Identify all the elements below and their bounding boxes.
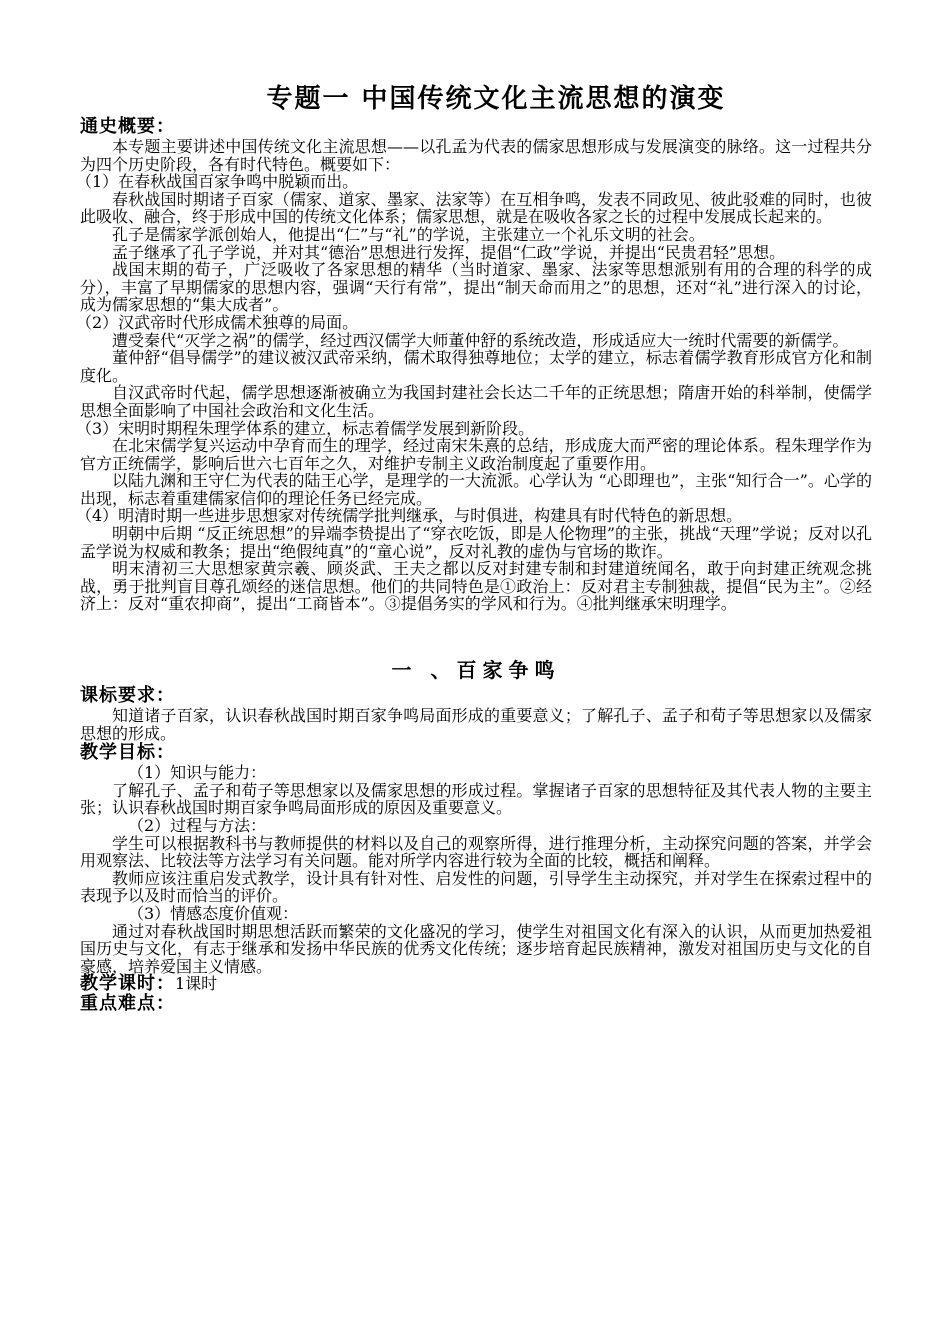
paragraph: 本专题主要讲述中国传统文化主流思想——以孔孟为代表的儒家思想形成与发展演变的脉络。这一过程共分为四个历史阶段，各有时代特色。概要如下： [80,137,872,174]
goal-subheading: （2）过程与方法： [128,816,267,835]
paragraph: 孟子继承了孔子学说，并对其“德治”思想进行发挥，提倡“仁政”学说，并提出“民贵君轻”思想。 [112,242,786,262]
paragraph: 自汉武帝时代起，儒学思想逐渐被确立为我国封建社会长达二千年的正统思想；隋唐开始的科举制，使儒学思想全面影响了中国社会政治和文化生活。 [80,383,872,420]
section-title: 一 、百家争鸣 [391,658,561,683]
paragraph: 以陆九渊和王守仁为代表的陆王心学，是理学的一大流派。心学认为 “心即理也”，主张“知行合一”。心学的出现，标志着重建儒家信仰的理论任务已经完成。 [80,471,872,508]
page-title: 专题一 中国传统文化主流思想的演变 [266,84,726,114]
stage-heading: （3）宋明时期程朱理学体系的建立，标志着儒学发展到新阶段。 [76,418,535,438]
paragraph: 遭受秦代“灭学之祸”的儒学，经过西汉儒学大师董仲舒的系统改造，形成适应大一统时代需要的新儒学。 [112,330,849,350]
paragraph: 战国末期的荀子，广泛吸收了各家思想的精华（当时道家、墨家、法家等思想派别有用的合理的科学的成分），丰富了早期儒家的思想内容，强调“天行有常”，提出“制天命而用之”的思想，还对“礼”进行深入的讨论，成为儒家思想的“集大成者”。 [80,260,872,315]
paragraph: 董仲舒“倡导儒学”的建议被汉武帝采纳，儒术取得独尊地位；太学的建立，标志着儒学教育形成官方化和制度化。 [80,348,872,385]
paragraph: 知道诸子百家，认识春秋战国时期百家争鸣局面形成的重要意义；了解孔子、孟子和荀子等思想家以及儒家思想的形成。 [80,706,872,743]
paragraph: 学生可以根据教科书与教师提供的材料以及自己的观察所得，进行推理分析，主动探究问题的答案，并学会用观察法、比较法等方法学习有关问题。能对所学内容进行较为全面的比较，概括和阐释。 [80,833,872,871]
overview-heading: 通史概要： [80,116,175,137]
stage-heading: （4）明清时期一些进步思想家对传统儒学批判继承，与时俱进，构建具有时代特色的新思想。 [76,506,743,526]
paragraph: 教师应该注重启发式教学，设计具有针对性、启发性的问题，引导学生主动探究，并对学生在探索过程中的表现予以及时而恰当的评价。 [80,868,872,906]
goal-subheading: （3）情感态度价值观： [128,903,299,923]
hours-heading: 教学课时： [80,973,175,995]
paragraph: 了解孔子、孟子和荀子等思想家以及儒家思想的形成过程。掌握诸子百家的思想特征及其代表人物的主要主张；认识春秋战国时期百家争鸣局面形成的原因及重要意义。 [80,780,872,818]
paragraph: 明末清初三大思想家黄宗羲、顾炎武、王夫之都以反对封建专制和封建道统闻名，敢于向封建正统观念挑战，勇于批判盲目尊孔颂经的迷信思想。他们的共同特色是①政治上：反对君主专制独裁，提倡“民为主”。②经济上：反对“重农抑商”，提出“工商皆本”。③提倡务实的学风和行为。④批判继承宋明理学。 [80,559,872,614]
paragraph: 在北宋儒学复兴运动中孕育而生的理学，经过南宋朱熹的总结，形成庞大而严密的理论体系。程朱理学作为官方正统儒学，影响后世六七百年之久，对维护专制主义政治制度起了重要作用。 [80,436,872,473]
keypoints-heading: 重点难点： [80,992,175,1014]
hours-line [80,975,872,993]
standard-heading: 课标要求： [80,685,175,707]
paragraph: 通过对春秋战国时期思想活跃而繁荣的文化盛况的学习，使学生对祖国文化有深入的认识，从而更加热爱祖国历史与文化，有志于继承和发扬中华民族的优秀文化传统；逐步培育起民族精神，激发对祖国历史与文化的自豪感，培养爱国主义情感。 [80,921,872,976]
stage-heading: （2）汉武帝时代形成儒术独尊的局面。 [76,312,359,332]
paragraph: 春秋战国时期诸子百家（儒家、道家、墨家、法家等）在互相争鸣，发表不同政见、彼此驳难的同时，也彼此吸收、融合，终于形成中国的传统文化体系；儒家思想，就是在吸收各家之长的过程中发展成长起来的。 [80,189,872,227]
paragraph: 明朝中后期 “反正统思想”的异端李贽提出了“穿衣吃饭，即是人伦物理”的主张，挑战“天理”学说；反对以孔孟学说为权威和教条；提出“绝假纯真”的“童心说”，反对礼教的虚伪与官场的欺诈。 [80,524,872,561]
document-page [76,82,872,1015]
goals-heading: 教学目标： [80,742,175,764]
hours-value: 1课时 [175,974,218,994]
goal-subheading: （1）知识与能力： [128,763,267,783]
stage-heading: （1）在春秋战国百家争鸣中脱颖而出。 [76,172,359,192]
paragraph: 孔子是儒家学派创始人，他提出“仁”与“礼”的学说，主张建立一个礼乐文明的社会。 [112,224,705,244]
